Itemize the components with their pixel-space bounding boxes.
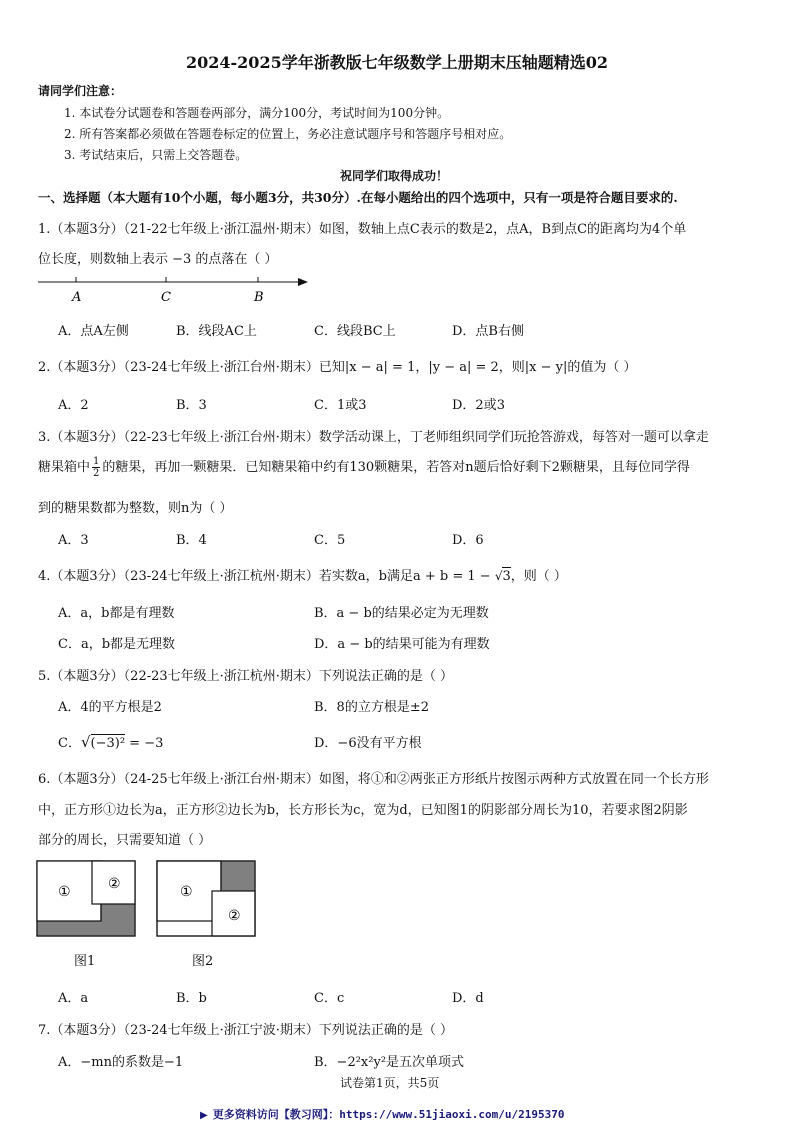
shaded-region [221,861,255,891]
fraction-numerator: 1 [93,456,100,467]
q7-option-a[interactable]: A．−mn的系数是−1 [58,1055,184,1070]
q4-sqrt-value: 3 [502,569,511,584]
q7-option-b[interactable]: B．−2²x²y²是五次单项式 [314,1055,465,1070]
q3-stem-line2 [38,456,690,479]
q3-option-a[interactable]: A．3 [58,533,89,548]
q2-option-c[interactable]: C．1或3 [314,398,367,413]
figure-1 [36,858,138,940]
q7-stem: 7.（本题3分）（23-24七年级上·浙江宁波·期末）下列说法正确的是（ ） [38,1023,454,1038]
notice-item: 2. 所有答案都必须做在答题卷标定的位置上，务必注意试题序号和答题序号相对应。 [64,127,512,141]
square-label: ② [108,876,121,892]
q3-option-c[interactable]: C．5 [314,533,346,548]
fraction-denominator: 2 [93,468,100,479]
arrow-right-icon [298,278,308,286]
q4-option-d[interactable]: D．a − b的结果可能为有理数 [314,637,490,652]
q3-option-d[interactable]: D．6 [452,533,484,548]
square-label: ① [180,884,193,900]
q3-option-b[interactable]: B．4 [176,533,207,548]
q1-stem-line1: 1.（本题3分）（21-22七年级上·浙江温州·期末）如图，数轴上点C表示的数是2，点A，B到点C的距离均为4个单 [38,222,687,237]
figure-2-caption: 图2 [192,954,214,969]
q2-stem: 2.（本题3分）（23-24七年级上·浙江台州·期末）已知|x − a| = 1，|y − a| = 2，则|x − y|的值为（ ） [38,360,637,375]
q6-stem-line1: 6.（本题3分）（24-25七年级上·浙江台州·期末）如图，将①和②两张正方形纸片按图示两种方式放置在同一个长方形 [38,772,709,787]
q3-text: 的糖果，再加一颗糖果．已知糖果箱中约有130颗糖果，若答对n题后恰好剩下2颗糖果，且每位同学得 [102,460,690,475]
figure-2 [156,858,258,940]
q4-option-c[interactable]: C．a，b都是无理数 [58,637,176,652]
flag-icon: ▶ [200,1110,208,1121]
notice-item: 3. 考试结束后，只需上交答题卷。 [64,148,248,162]
notice-heading: 请同学们注意： [38,84,123,98]
q5-option-c[interactable]: C．√(−3)² = −3 [58,733,164,751]
q4-option-a[interactable]: A．a，b都是有理数 [58,606,175,621]
footer-link[interactable]: 更多资料访问【教习网】：https://www.51jiaoxi.com/u/2195370 [212,1108,565,1121]
q3-text: 糖果箱中 [38,460,91,475]
q6-option-b[interactable]: B．b [176,991,207,1006]
axis-label: C [161,290,171,305]
q5-option-d[interactable]: D．−6没有平方根 [314,736,422,751]
fraction [92,456,100,479]
q2-option-d[interactable]: D．2或3 [452,398,505,413]
q6-option-a[interactable]: A．a [58,991,89,1006]
q5-option-c-radicand: (−3)² [90,736,126,751]
page-number: 试卷第1页，共5页 [340,1076,440,1090]
q5-option-a[interactable]: A．4的平方根是2 [58,700,162,715]
q6-stem-line2: 中，正方形①边长为a，正方形②边长为b，长方形长为c，宽为d，已知图1的阴影部分周长为10，若要求图2阴影 [38,803,688,818]
q4-stem: 4.（本题3分）（23-24七年级上·浙江杭州·期末）若实数a，b满足a + b = 1 − √3，则（ ） [38,569,567,584]
square-label: ① [58,884,71,900]
section-heading: 一、选择题（本大题有10个小题，每小题3分，共30分）.在每小题给出的四个选项中，只有一项是符合题目要求的. [38,190,678,205]
q1-option-d[interactable]: D．点B右侧 [452,324,524,339]
square-label: ② [228,908,241,924]
q4-text: 4.（本题3分）（23-24七年级上·浙江杭州·期末）若实数a，b满足a + b = 1 − [38,569,495,584]
page-title: 2024-2025学年浙教版七年级数学上册期末压轴题精选02 [186,53,608,72]
q5-option-b[interactable]: B．8的立方根是±2 [314,700,429,715]
notice-item: 1. 本试卷分试题卷和答题卷两部分，满分100分，考试时间为100分钟。 [64,106,450,120]
axis-label: B [254,290,264,305]
q6-stem-line3: 部分的周长，只需要知道（ ） [38,833,212,848]
number-line-figure [36,272,310,306]
q4-text: ，则（ ） [510,569,567,584]
q1-option-a[interactable]: A．点A左侧 [58,324,129,339]
q1-stem-line2: 位长度，则数轴上表示 −3 的点落在（ ） [38,252,278,267]
footer[interactable] [200,1103,564,1122]
figure-1-caption: 图1 [74,954,96,969]
q1-option-c[interactable]: C．线段BC上 [314,324,396,339]
shaded-region [101,904,135,921]
q5-stem: 5.（本题3分）（22-23七年级上·浙江杭州·期末）下列说法正确的是（ ） [38,669,454,684]
notice-wish: 祝同学们取得成功！ [340,169,449,183]
q5-option-c-tail: = −3 [125,736,164,751]
q6-option-c[interactable]: C．c [314,991,345,1006]
q2-option-b[interactable]: B．3 [176,398,207,413]
q5-option-c-label: C． [58,736,81,751]
shaded-region [37,921,135,936]
q6-option-d[interactable]: D．d [452,991,484,1006]
q3-stem-line3: 到的糖果数都为整数，则n为（ ） [38,501,233,516]
axis-label: A [72,290,82,305]
q2-option-a[interactable]: A．2 [58,398,89,413]
q3-stem-line1: 3.（本题3分）（22-23七年级上·浙江台州·期末）数学活动课上，丁老师组织同学们玩抢答游戏，每答对一题可以拿走 [38,430,709,445]
q4-option-b[interactable]: B．a − b的结果必定为无理数 [314,606,489,621]
q1-option-b[interactable]: B．线段AC上 [176,324,257,339]
